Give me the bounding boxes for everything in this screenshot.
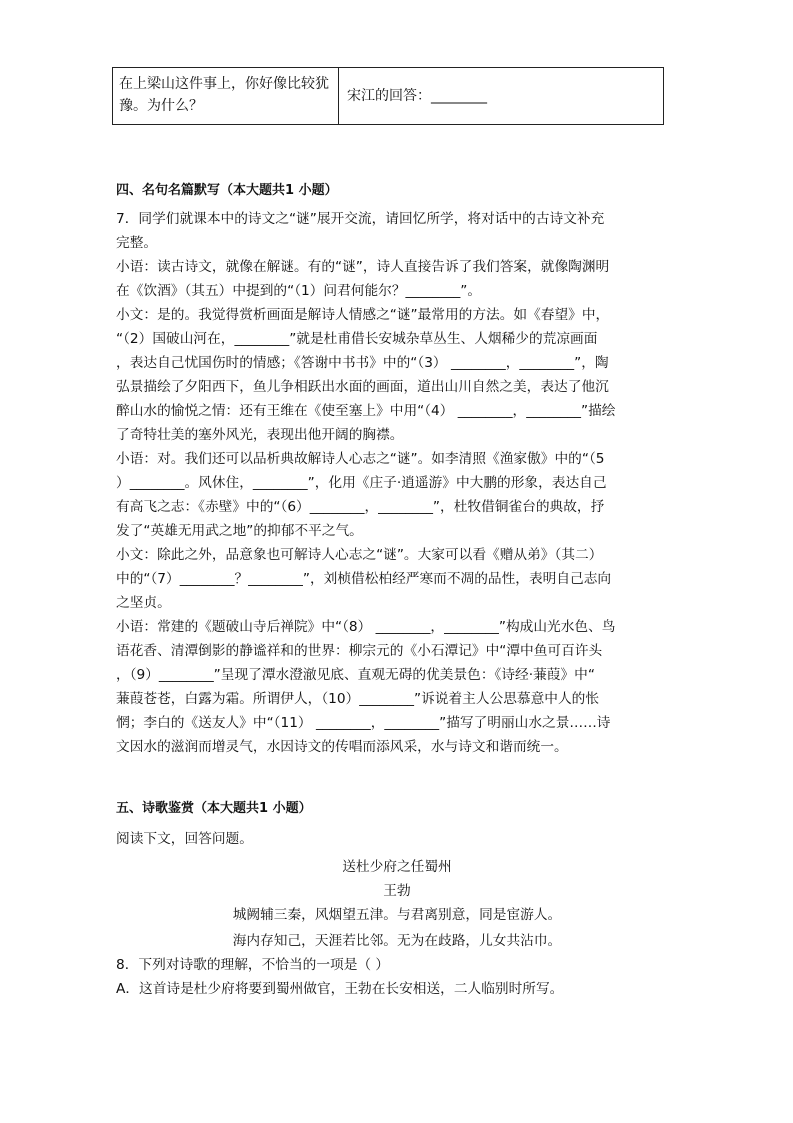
poem-title: 送杜少府之任蜀州 [342,859,452,875]
paragraph-line: 蒹葭苍苍，白露为霜。所谓伊人，（10）________”诉说着主人公思慕意中人的怅 [116,691,600,707]
paragraph-line: 小语：对。我们还可以品析典故解诗人心志之“谜”。如李清照《渔家傲》中的“（5 [116,451,605,467]
paragraph-line: 惘；李白的《送友人》中“（11） ________，________”描写了明丽山水之景……诗 [116,715,611,731]
paragraph-line: 小语：常建的《题破山寺后禅院》中“（8） ________，________”构成山光水色、鸟 [116,619,616,635]
paragraph-line: 7．同学们就课本中的诗文之“谜”展开交流，请回忆所学，将对话中的古诗文补充 [116,211,605,227]
paragraph-line: 之坚贞。 [116,595,171,611]
option-a: A．这首诗是杜少府将要到蜀州做官，王勃在长安相送，二人临别时所写。 [116,981,564,997]
paragraph-line: ，表达自己忧国伤时的情感；《答谢中书书》中的“（3） ________，________”，陶 [116,355,609,371]
table-question-cell: 在上梁山这件事上，你好像比较犹豫。为什么？ [113,68,339,124]
table-answer-cell [339,68,663,124]
question-8: 8．下列对诗歌的理解，不恰当的一项是（ ） [116,957,390,973]
poem-line: 海内存知己，天涯若比邻。无为在歧路，儿女共沾巾。 [232,933,562,949]
paragraph-line: 中的“（7）________？________”，刘桢借松柏经严寒而不凋的品性，表明自己志向 [116,571,612,587]
paragraph-line: 醉山水的愉悦之情：还有王维在《使至塞上》中用“（4） ________，________”描绘 [116,403,616,419]
poem-line: 城阙辅三秦，风烟望五津。与君离别意，同是宦游人。 [232,907,562,923]
paragraph-line: ）________。风休住，________”，化用《庄子·逍遥游》中大鹏的形象，表达自己 [116,475,607,491]
paragraph-line: 有高飞之志：《赤壁》中的“（6）________，________”，杜牧借铜雀台的典故，抒 [116,499,605,515]
paragraph-line: 小文：是的。我觉得赏析画面是解诗人情感之“谜”最常用的方法。如《春望》中， [116,307,610,323]
paragraph-line: 小文：除此之外，品意象也可解诗人心志之“谜”。大家可以看《赠从弟》（其二） [116,547,603,563]
paragraph-line: 完整。 [116,235,158,251]
reading-intro: 阅读下文，回答问题。 [116,831,253,847]
paragraph-line: 文因水的滋润而增灵气，水因诗文的传唱而添风采，水与诗文和谐而统一。 [116,739,568,755]
paragraph-line: ，（9）________”呈现了潭水澄澈见底、直观无碍的优美景色：《诗经·蒹葭》中“ [116,667,595,683]
paragraph-line: 弘景描绘了夕阳西下，鱼儿争相跃出水面的画面，道出山川自然之美，表达了他沉 [116,379,609,395]
paragraph-line: 了奇特壮美的塞外风光，表现出他开阔的胸襟。 [116,427,404,443]
paragraph-line: 发了“英雄无用武之地”的抑郁不平之气。 [116,523,363,539]
dialogue-table [112,67,664,125]
section5-heading: 五、诗歌鉴赏（本大题共1 小题） [116,801,312,816]
paragraph-line: 小语：读古诗文，就像在解谜。有的“谜”，诗人直接告诉了我们答案，就像陶渊明 [116,259,610,275]
section4-heading: 四、名句名篇默写（本大题共1 小题） [116,183,338,198]
poem-author: 王勃 [383,883,411,899]
paragraph-line: 在《饮酒》（其五）中提到的“（1）问君何能尔？________”。 [116,283,482,299]
paragraph-line: 语花香、清潭倒影的静谧祥和的世界：柳宗元的《小石潭记》中“潭中鱼可百许头 [116,643,603,659]
table-answer-text: 宋江的回答：________ [347,88,487,104]
paragraph-line: “（2）国破山河在，________”就是杜甫借长安城杂草丛生、人烟稀少的荒凉画面 [116,331,598,347]
